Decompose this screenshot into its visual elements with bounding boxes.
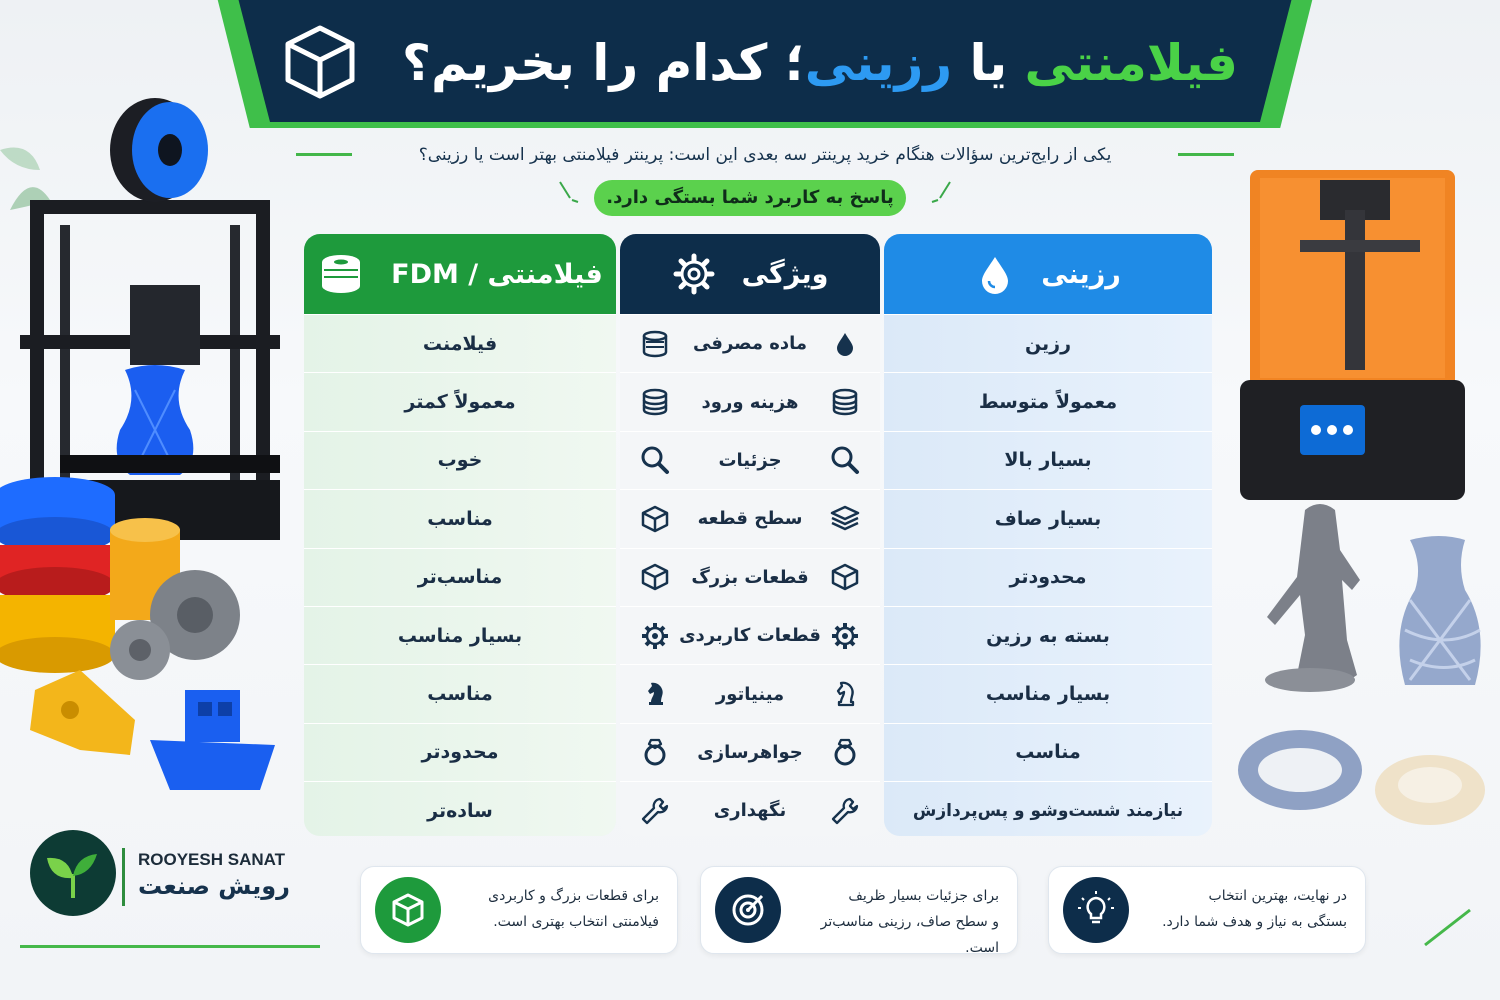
table-row: محدودتر — [884, 548, 1212, 606]
intro-divider-left — [296, 153, 352, 156]
cube-icon — [375, 877, 441, 943]
feature-label: جزئیات — [718, 449, 782, 471]
feature-header-label: ویژگی — [741, 258, 829, 290]
feature-label: قطعات بزرگ — [691, 566, 809, 588]
filament-header — [304, 234, 616, 314]
ring-icon — [828, 735, 862, 769]
footer-accent — [1420, 905, 1480, 950]
logo-mark — [30, 830, 116, 916]
feature-label: مینیاتور — [715, 683, 785, 705]
logo-text-en: ROOYESH SANAT — [138, 850, 286, 869]
box-line: بستگی به نیاز و هدف شما دارد. — [1162, 914, 1347, 930]
table-row: مناسب — [304, 489, 616, 547]
feature-label: نگهداری — [713, 800, 787, 822]
resin-column — [884, 234, 1212, 836]
table-row: بسیار صاف — [884, 489, 1212, 547]
box-line: و سطح صاف، رزینی مناسب‌تر است. — [820, 914, 999, 956]
table-row: مناسب — [304, 664, 616, 722]
conclusion-box — [1048, 866, 1366, 954]
gear-icon — [672, 252, 716, 296]
gear-icon — [638, 619, 672, 653]
logo-text-fa: رویش صنعت — [138, 872, 290, 900]
box-line: فیلامنتی انتخاب بهتری است. — [493, 914, 659, 930]
cube-icon — [638, 502, 672, 536]
feature-label: ماده مصرفی — [692, 333, 808, 355]
conclusion-text — [1137, 883, 1347, 935]
table-row — [620, 431, 880, 489]
resin-printer-illustration — [1220, 150, 1500, 850]
spark-icon — [556, 180, 586, 204]
table-row: بسیار بالا — [884, 431, 1212, 489]
lightbulb-icon — [1063, 877, 1129, 943]
spark-icon — [924, 180, 954, 204]
coins-icon — [828, 385, 862, 419]
table-row: بسیار مناسب — [884, 664, 1212, 722]
table-row: نیازمند شست‌وشو و پس‌پردازش — [884, 781, 1212, 836]
box-line: برای قطعات بزرگ و کاربردی — [488, 888, 659, 904]
title-or: یا — [952, 34, 1025, 92]
feature-label: قطعات کاربردی — [679, 625, 821, 647]
chess-knight-icon — [828, 677, 862, 711]
chess-knight-icon — [638, 677, 672, 711]
cube-icon — [828, 560, 862, 594]
title-question: ؛ کدام را بخریم؟ — [402, 34, 805, 92]
filament-column — [304, 234, 616, 836]
title-resin: رزینی — [804, 34, 953, 92]
table-row: ساده‌تر — [304, 781, 616, 836]
leaf-icon — [30, 830, 116, 916]
spool-icon — [638, 327, 672, 361]
drop-icon — [828, 327, 862, 361]
spool-icon — [317, 252, 365, 296]
feature-column — [620, 234, 880, 836]
table-row: معمولاً کمتر — [304, 372, 616, 430]
fdm-printer-illustration — [0, 90, 300, 810]
answer-pill: پاسخ به کاربرد شما بستگی دارد. — [594, 180, 906, 216]
table-row — [620, 314, 880, 372]
coins-icon — [638, 385, 672, 419]
logo-divider — [122, 848, 125, 906]
table-row — [620, 781, 880, 836]
layers-icon — [828, 502, 862, 536]
table-row: فیلامنت — [304, 314, 616, 372]
resin-header-label: رزینی — [1041, 258, 1121, 290]
ring-icon — [638, 735, 672, 769]
box-line: برای جزئیات بسیار ظریف — [848, 888, 999, 904]
resin-header — [884, 234, 1212, 314]
table-row — [620, 372, 880, 430]
target-icon — [715, 877, 781, 943]
table-row: بسته به رزین — [884, 606, 1212, 664]
filament-advice-box — [360, 866, 678, 954]
intro-question: یکی از رایج‌ترین سؤالات هنگام خرید پرینتر سه بعدی این است: پرینتر فیلامنتی بهتر است یا رزینی؟ — [418, 145, 1112, 165]
wrench-icon — [638, 794, 672, 828]
gear-icon — [828, 619, 862, 653]
resin-advice-text — [789, 883, 999, 961]
table-row: بسیار مناسب — [304, 606, 616, 664]
table-row — [620, 664, 880, 722]
drop-icon — [975, 254, 1015, 294]
box-line: در نهایت، بهترین انتخاب — [1208, 888, 1347, 904]
table-row: رزین — [884, 314, 1212, 372]
table-row: مناسب — [884, 723, 1212, 781]
table-row: مناسب‌تر — [304, 548, 616, 606]
table-row — [620, 606, 880, 664]
magnifier-icon — [828, 443, 862, 477]
filament-header-label: فیلامنتی / FDM — [391, 258, 603, 290]
feature-header — [620, 234, 880, 314]
feature-label: جواهرسازی — [697, 741, 803, 763]
table-row — [620, 723, 880, 781]
title-filament: فیلامنتی — [1024, 34, 1238, 92]
page-title — [380, 18, 1260, 108]
cube-icon — [638, 560, 672, 594]
resin-advice-box — [700, 866, 1018, 954]
magnifier-icon — [638, 443, 672, 477]
table-row: خوب — [304, 431, 616, 489]
wrench-icon — [828, 794, 862, 828]
table-row: معمولاً متوسط — [884, 372, 1212, 430]
table-row — [620, 489, 880, 547]
feature-label: سطح قطعه — [697, 508, 803, 530]
feature-label: هزینه ورود — [701, 391, 799, 413]
footer-divider-left — [20, 945, 320, 948]
filament-advice-text — [449, 883, 659, 935]
table-row — [620, 548, 880, 606]
table-row: محدودتر — [304, 723, 616, 781]
